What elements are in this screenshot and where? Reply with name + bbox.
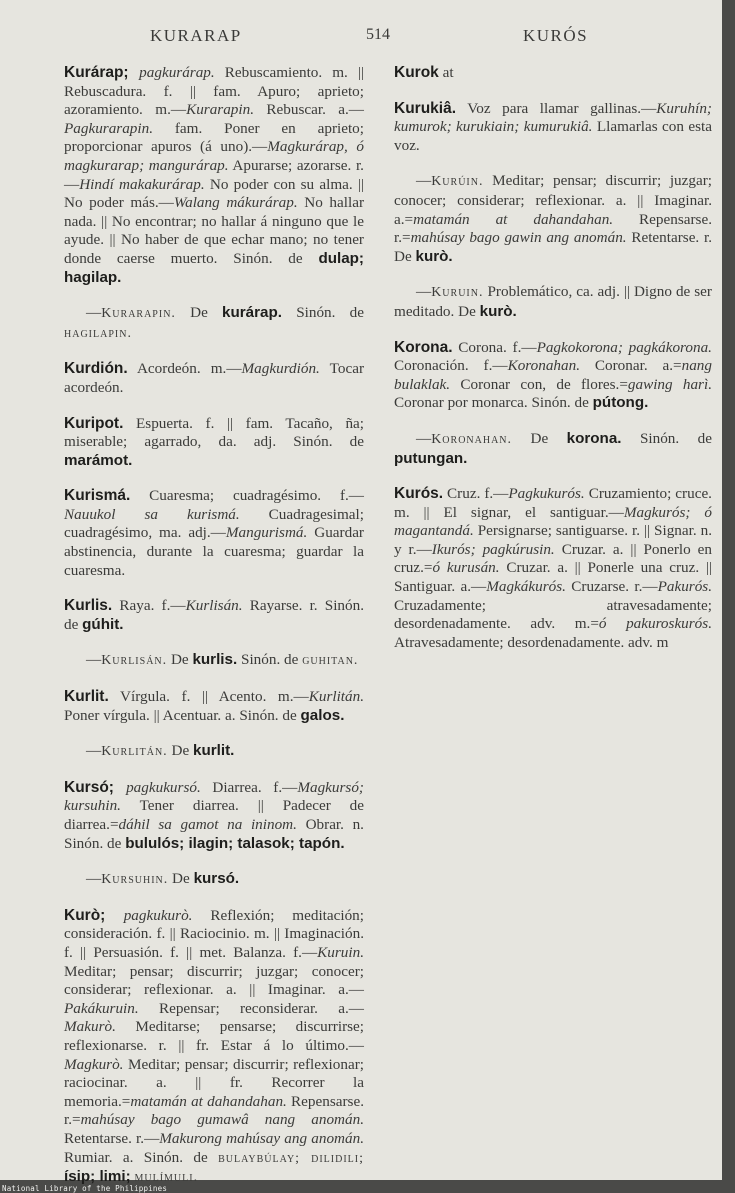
tagalog-form: Pagkurarapin. [64, 119, 154, 137]
derived-form: Kurlisán. [101, 653, 168, 669]
definition-text: Rebuscar. a.— [254, 101, 364, 119]
right-column-entry [394, 64, 712, 83]
tagalog-form: mahúsay bago gumawâ nang anomán. [80, 1111, 364, 1129]
definition-text: No poder con su alma. || No poder más.— [64, 175, 365, 212]
right-column-entry [394, 485, 712, 652]
definition-text: Repensar; reconsiderar. a.— [138, 999, 364, 1017]
left-column-entry [64, 415, 364, 471]
definition-text: Coronar con, de flores.= [450, 375, 628, 393]
tagalog-form: Koronahan. [507, 357, 581, 375]
right-column-entry [394, 283, 712, 321]
synonym-ref: kurò. [415, 247, 453, 265]
right-column-entry [394, 172, 712, 266]
derived-form: guhitan. [302, 653, 359, 669]
headword: Kurárap; [64, 64, 140, 81]
definition-text: De [175, 304, 223, 322]
tagalog-form: Magkurós; ó magantandá. [394, 503, 712, 540]
left-column-entry [64, 597, 364, 634]
tagalog-form: Walang mákurárap. [173, 194, 298, 212]
definition-text: — [86, 870, 102, 888]
definition-text: Apurarse; azorarse. r.— [64, 156, 364, 193]
derived-form: Kurlitán. [101, 744, 168, 760]
tagalog-form: matamán at dahandahan. [130, 1092, 287, 1110]
derived-form: mulímuli. [134, 1170, 199, 1186]
definition-text: — [416, 429, 432, 447]
definition-text: Diarrea. f.— [200, 778, 298, 796]
tagalog-form: Pakurós. [657, 578, 712, 596]
definition-text: Problemático, ca. adj. || Digno de ser meditado. De [394, 283, 712, 320]
definition-text: — [416, 283, 432, 301]
definition-text: Coronación. f.— [394, 357, 508, 375]
tagalog-form: pagkurárap. [139, 64, 215, 81]
derived-form: Kursuhin. [101, 872, 169, 888]
definition-text: Espuerta. f. || fam. Tacaño, ña; miserable; agarrado, da. adj. Sinón. de [64, 414, 364, 451]
definition-text: Repensarse. r.= [64, 1092, 364, 1129]
definition-text: Raya. f.— [112, 597, 186, 615]
tagalog-form: gawing harì. [627, 375, 712, 393]
page-number: 514 [366, 26, 390, 43]
definition-text: Rebuscamiento. m. || Rebuscadura. f. || fam. Apuro; aprieto; azoramiento. m.— [64, 64, 364, 119]
left-column-entry [64, 870, 364, 890]
derived-form: Kurarapin. [101, 306, 176, 322]
left-column-entry [64, 742, 364, 762]
tagalog-form: mahúsay bago gawin ang anomán. [410, 229, 627, 247]
right-column [394, 64, 712, 1164]
tagalog-form: Makurò. [64, 1018, 116, 1036]
definition-text: Poner vírgula. || Acentuar. a. Sinón. de [64, 706, 301, 724]
definition-text: Llamarlas con esta voz. [394, 118, 712, 154]
definition-text: — [86, 304, 102, 322]
definition-text: Coronar. a.= [580, 357, 682, 375]
left-column-entry [64, 64, 364, 287]
definition-text: Coronar por monarca. Sinón. de [394, 394, 593, 412]
definition-text: Tener diarrea. || Padecer de diarrea.= [64, 797, 364, 833]
definition-text: at [438, 64, 454, 81]
synonym-ref: galos. [300, 706, 345, 724]
synonym-ref: bululós; ilagin; talasok; tapón. [125, 834, 345, 852]
definition-text: Meditar; pensar; discurrir; juzgar; conocer; considerar; reflexionar. a. || Imaginar. a.= [394, 172, 712, 228]
left-column [64, 64, 365, 1186]
tagalog-form: pagkukurò. [123, 906, 193, 924]
headword: Kurlis. [64, 597, 113, 615]
definition-text: De [512, 429, 567, 447]
synonym-ref: kurlis. [192, 651, 238, 669]
synonym-ref: marámot. [64, 451, 133, 469]
tagalog-form: dáhil sa gamot na ininom. [118, 816, 297, 833]
tagalog-form: Pakákuruin. [64, 999, 139, 1017]
tagalog-form: Hindí makakurárap. [79, 175, 205, 193]
synonym-ref: korona. [566, 429, 622, 447]
synonym-ref: kurárap. [222, 304, 282, 322]
left-column-entry [64, 487, 364, 580]
right-column-entry [394, 430, 712, 468]
definition-text: Tocar acordeón. [64, 360, 364, 396]
synonym-ref: kurlit. [193, 742, 235, 760]
definition-text: Repensarse. r.= [394, 210, 712, 247]
tagalog-form: Magkákurós. [486, 578, 566, 596]
definition-text: Rumiar. a. Sinón. de [64, 1148, 219, 1166]
definition-text: Cruzar. a. || Ponerlo en cruz.= [394, 540, 712, 577]
synonym-ref: kurò. [479, 302, 517, 320]
definition-text: Acordeón. m.— [127, 360, 242, 378]
headword: Kurok [394, 64, 439, 81]
definition-text: Obrar. n. Sinón. de [64, 816, 364, 852]
left-column-entry [64, 779, 364, 853]
tagalog-form: ó pakuroskurós. [598, 615, 712, 633]
headword: Kurismá. [64, 487, 131, 505]
headword: Kurò; [64, 906, 124, 924]
tagalog-form: Kurarapin. [186, 101, 254, 119]
right-column-entry [394, 339, 712, 413]
running-head [0, 26, 722, 52]
derived-form: Kurúin. [431, 174, 484, 190]
left-column-entry [64, 651, 364, 671]
definition-text: Sinón. de [621, 429, 712, 447]
definition-text: Cruzadamente; atravesadamente; desordenadamente. adv. m.= [394, 596, 712, 633]
definition-text: No hallar nada. || No encontrar; no hallar á ninguno que le ayude. || No haber de que echar mano; no tener donde caerse muerto. Sinón. de [64, 194, 365, 267]
synonym-ref: dulap; hagilap. [64, 249, 364, 286]
tagalog-form: pagkukursó. [126, 778, 201, 796]
definition-text: Cruzamiento; cruce. m. || El signar, el santiguar.— [394, 485, 712, 521]
definition-text: Guardar abstinencia, durante la cuaresma; guardar la cuaresma. [64, 524, 364, 579]
definition-text: Atravesadamente; desordenadamente. adv. m [394, 633, 669, 651]
header-left-guide-word: KURARAP [150, 26, 242, 45]
derived-form: Kuruin. [431, 285, 484, 301]
definition-text: Rayarse. r. Sinón. de [64, 597, 364, 633]
definition-text: De [167, 651, 193, 669]
headword: Kurukiâ. [394, 99, 457, 117]
definition-text: Retentarse. r. De [394, 229, 712, 265]
tagalog-form: matamán at dahandahan. [413, 210, 614, 228]
definition-text: Cruzar. a. || Ponerle una cruz. || Santiguar. a.— [394, 559, 713, 596]
derived-form: bulaybúlay; dilidili; [218, 1150, 364, 1166]
tagalog-form: Pagkukurós. [508, 485, 585, 503]
derived-form: Koronahan. [431, 431, 513, 447]
headword: Korona. [394, 338, 453, 356]
definition-text: — [86, 742, 102, 760]
tagalog-form: ó kurusán. [432, 559, 500, 577]
definition-text: Meditar; pensar; discurrir; juzgar; conocer; considerar; reflexionar. a. || Imaginar. a.— [64, 962, 364, 999]
tagalog-form: Makurong mahúsay ang anomán. [159, 1129, 364, 1147]
tagalog-form: Magkurdión. [241, 360, 320, 378]
definition-text: Voz para llamar gallinas.— [456, 99, 657, 117]
right-column-entry [394, 100, 712, 156]
tagalog-form: Kuruhín; kumurok; kurukiain; kumurukiâ. [394, 99, 712, 136]
tagalog-form: Kurlisán. [185, 597, 243, 615]
tagalog-form: Nauukol sa kurismá. [64, 505, 240, 523]
definition-text: fam. Poner en aprieto; proporcionar apuros (á uno).— [64, 119, 364, 156]
tagalog-form: Kurlitán. [308, 688, 364, 706]
synonym-ref: kursó. [193, 870, 240, 888]
left-column-entry [64, 688, 364, 725]
tagalog-form: Kuruin. [317, 943, 364, 961]
tagalog-form: Magkursó; kursuhin. [64, 778, 364, 815]
definition-text: Cruz. f.— [443, 485, 509, 503]
definition-text: Reflexión; meditación; consideración. f. || Raciocinio. m. || Imaginación. f. || Persuasión. f. || met. Balanza. f.— [64, 906, 364, 961]
tagalog-form: nang bulaklak. [394, 357, 712, 393]
definition-text: — [416, 172, 432, 190]
tagalog-form: Mangurismá. [225, 524, 308, 542]
definition-text: Sinón. de [281, 304, 364, 322]
left-column-entry [64, 304, 364, 343]
tagalog-form: Magkurò. [64, 1055, 124, 1073]
definition-text: Sinón. de [237, 651, 303, 669]
definition-text: Corona. f.— [452, 338, 537, 356]
definition-text: Vírgula. f. || Acento. m.— [108, 688, 309, 706]
headword: Kurdión. [64, 360, 128, 378]
left-column-entry [64, 907, 364, 1188]
headword: Kursó; [64, 778, 127, 796]
footer-credit: National Library of the Philippines [2, 1184, 168, 1193]
definition-text: Cuaresma; cuadragésimo. f.— [130, 487, 364, 505]
header-right-guide-word: KURÓS [523, 26, 589, 45]
definition-text: De [167, 742, 193, 760]
headword: Kurlit. [64, 688, 109, 706]
headword: Kuripot. [64, 414, 124, 432]
synonym-ref: putungan. [394, 449, 468, 467]
headword: Kurós. [394, 485, 444, 503]
definition-text: Meditar; pensar; discurrir; reflexionar; raciocinar. a. || fr. Recorrer la memoria.= [64, 1055, 364, 1110]
definition-text: Cruzarse. r.— [565, 578, 658, 596]
definition-text: Retentarse. r.— [64, 1129, 160, 1147]
tagalog-form: Ikurós; pagkúrusin. [431, 540, 555, 558]
synonym-ref: gúhit. [82, 615, 124, 633]
tagalog-form: Pagkokorona; pagkákorona. [536, 338, 712, 356]
definition-text: — [86, 651, 102, 669]
definition-text: Cuadragesimal; cuadragésimo, ma. adj.— [64, 505, 364, 542]
tagalog-form: Magkurárap, ó magkurarap; mangurárap. [64, 138, 364, 174]
synonym-ref: ísip; limi; [64, 1168, 131, 1186]
definition-text: De [168, 870, 194, 888]
left-column-entry [64, 360, 364, 397]
definition-text: Persignarse; santiguarse. r. || Signar. n. y r.— [394, 522, 712, 558]
synonym-ref: pútong. [592, 394, 649, 412]
definition-text: Meditarse; pensarse; discurrirse; reflexionarse. r. || fr. Estar á lo último.— [64, 1018, 364, 1054]
derived-form: hagilapin. [64, 325, 132, 341]
